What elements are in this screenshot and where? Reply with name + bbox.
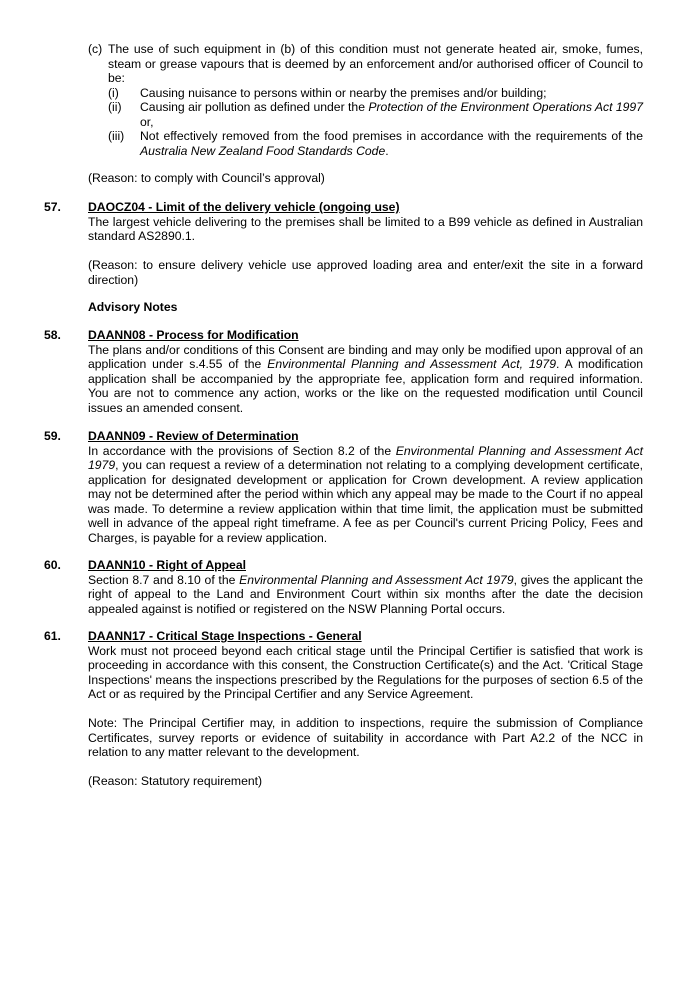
condition-title: DAANN09 - Review of Determination — [88, 429, 299, 443]
reason-text: (Reason: to comply with Council’s approval) — [88, 171, 325, 185]
body-text: Section 8.7 and 8.10 of the — [88, 572, 240, 587]
act-name: Environmental Planning and Assessment Act, 1979 — [267, 357, 556, 371]
body-text: The plans and/or conditions of this Consent are binding and may only be modified upon approval of an application under s.4.55 of the — [88, 342, 643, 371]
subitem-text: Causing air pollution as defined under the — [140, 100, 369, 114]
subitem-text-after: . — [385, 143, 389, 158]
subitem-label: (iii) — [108, 129, 125, 143]
condition-body — [88, 444, 643, 546]
subitem-text: Not effectively removed from the food premises in accordance with the requirements of the — [140, 129, 643, 143]
code-name: Australia New Zealand Food Standards Code — [140, 143, 386, 158]
condition-number: 60. — [44, 558, 61, 572]
condition-57 — [88, 200, 643, 287]
condition-body: The largest vehicle delivering to the premises shall be limited to a B99 vehicle as defined in Australian standard AS2890.1. — [88, 214, 643, 243]
condition-58 — [88, 328, 643, 415]
item-c-sublist — [108, 86, 643, 159]
subitem-label: (i) — [108, 85, 119, 100]
condition-title: DAANN10 - Right of Appeal — [88, 558, 246, 572]
subitem-iii — [108, 129, 643, 158]
condition-note: Note: The Principal Certifier may, in addition to inspections, require the submission of Compliance Certificates, survey reports or evidence of suitability in accordance with Part A2.2 of the NCC in relation to any matter relevant to the development. — [88, 716, 643, 759]
subitem-ii — [108, 100, 643, 129]
condition-body: Work must not proceed beyond each critical stage until the Principal Certifier is satisfied that work is proceeding in accordance with this consent, the Construction Certificate(s) and the Act. 'Critical Stage Inspections' means the inspections prescribed by the Regulations for the purposes of section 6.5 of the Act or as required by the Principal Certifier and any Service Agreement. — [88, 643, 643, 701]
condition-number: 61. — [44, 629, 61, 643]
subitem-text-after: or, — [140, 114, 154, 129]
condition-title: DAOCZ04 - Limit of the delivery vehicle (ongoing use) — [88, 200, 400, 214]
subitem-i — [108, 86, 643, 101]
body-text: . A modification application shall be accompanied by the appropriate fee, application form and required information. You are not to commence any action, works or the like on the requested modification until Council issues an amended consent. — [88, 357, 643, 415]
subitem-label: (ii) — [108, 100, 122, 114]
condition-59 — [88, 429, 643, 545]
condition-body — [88, 573, 643, 617]
reason-text: (Reason: Statutory requirement) — [88, 774, 263, 788]
act-name: Protection of the Environment Operations Act 1997 — [368, 100, 643, 114]
condition-item-c — [88, 42, 643, 158]
item-c-text — [88, 42, 643, 86]
condition-body — [88, 343, 643, 416]
condition-61 — [88, 629, 643, 789]
item-c-body: The use of such equipment in (b) of this condition must not generate heated air, smoke, fumes, steam or grease vapours that is deemed by an enforcement and/or authorised officer of Council to be: — [108, 42, 643, 85]
condition-number: 57. — [44, 200, 61, 214]
condition-number: 58. — [44, 328, 61, 342]
reason-text: (Reason: to ensure delivery vehicle use approved loading area and enter/exit the site in a forward direction) — [88, 258, 643, 287]
condition-number: 59. — [44, 429, 61, 443]
item-c-label: (c) — [88, 42, 103, 56]
advisory-notes-heading: Advisory Notes — [88, 300, 178, 314]
condition-60 — [88, 558, 643, 616]
act-name: Environmental Planning and Assessment Act 1979 — [88, 443, 643, 472]
body-text: In accordance with the provisions of Section 8.2 of the — [88, 443, 396, 458]
body-text: , gives the applicant the right of appeal to the Land and Environment Court within six months after the date the decision appealed against is notified or registered on the NSW Planning Portal occurs. — [88, 572, 643, 616]
subitem-text: Causing nuisance to persons within or nearby the premises and/or building; — [140, 85, 547, 100]
condition-title: DAANN17 - Critical Stage Inspections - General — [88, 629, 362, 643]
act-name: Environmental Planning and Assessment Act 1979 — [239, 572, 514, 587]
body-text: , you can request a review of a determination not relating to a complying development certificate, application for designated development or application for Crown development. A review application may not be determined after the period within which any appeal may be made to the Court if no appeal was made. To determine a review application within that time limit, the application must be submitted well in advance of the appeal right timeframe. A fee as per Council's current Pricing Policy, Fees and Charges, is payable for a review application. — [88, 458, 643, 545]
condition-title: DAANN08 - Process for Modification — [88, 328, 299, 342]
